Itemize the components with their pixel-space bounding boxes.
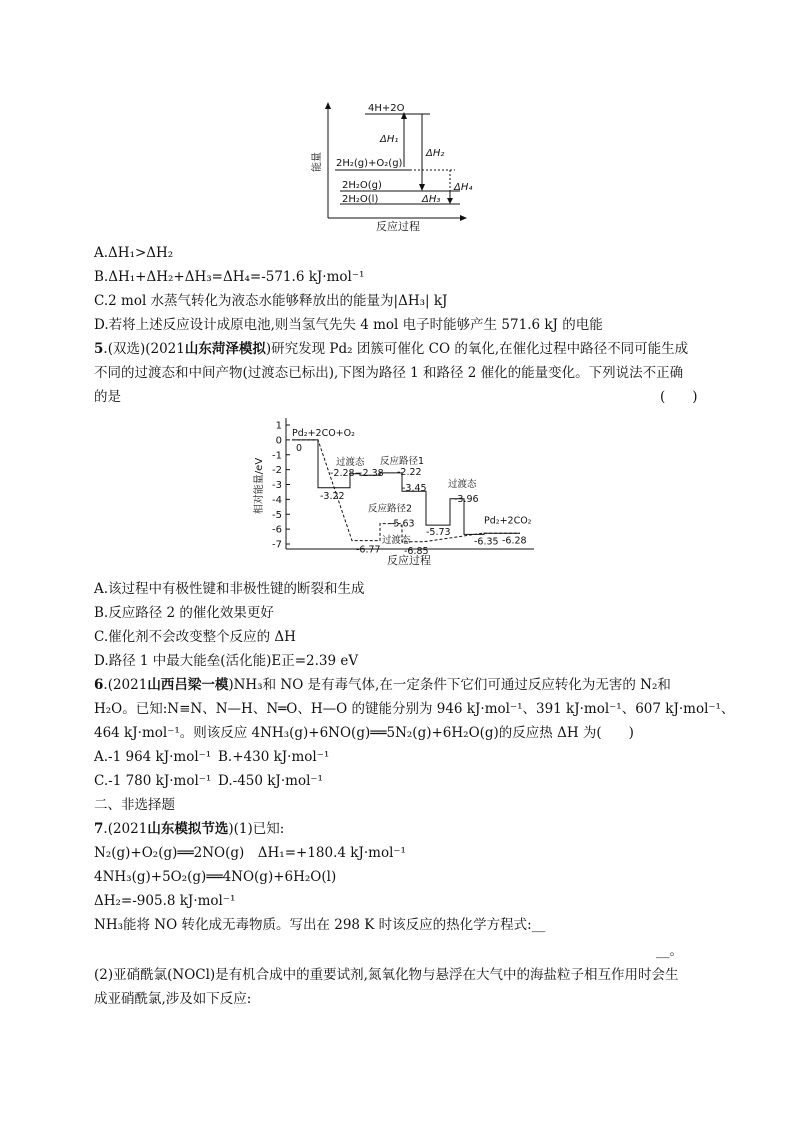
- q4-option-b: B.ΔH₁+ΔH₂+ΔH₃=ΔH₄=-571.6 kJ·mol⁻¹: [94, 269, 365, 285]
- label-start: Pd₂+2CO+O₂: [292, 427, 355, 439]
- q6-line2: H₂O。已知:N≡N、N—H、N═O、H—O 的键能分别为 946 kJ·mol⁻¹、391 kJ·mol⁻¹、607 kJ·mol⁻¹、: [94, 701, 735, 717]
- y-tick-label: -3: [272, 480, 282, 491]
- y-tick-label: -6: [272, 524, 282, 536]
- value-label-685: -6.85: [404, 545, 429, 557]
- q5-source: 山东菏泽模拟: [184, 341, 266, 357]
- label-path-1: 反应路径1: [380, 455, 425, 467]
- q6-number: 6: [94, 677, 104, 693]
- chart-x-label: 反应过程: [387, 554, 431, 567]
- q7-part2-line2: 成亚硝酰氯,涉及如下反应:: [94, 991, 252, 1007]
- y-tick-label: -7: [272, 539, 282, 551]
- level-h2o-gas-label: 2H₂O(g): [342, 180, 382, 191]
- chart-y-label: 相对能量/eV: [254, 457, 265, 515]
- q5-line2: 不同的过渡态和中间产物(过渡态已标出),下图为路径 1 和路径 2 催化的能量变化。下列说法不正确: [94, 365, 684, 381]
- dh3-label: ΔH₃: [422, 194, 441, 205]
- y-tick-label: -1: [272, 450, 282, 462]
- q5-line1: 5.(双选)(2021山东菏泽模拟)研究发现 Pd₂ 团簇可催化 CO 的氧化,在催化过程中路径不同可能生成: [94, 341, 689, 357]
- x-axis-arrow: [460, 215, 467, 221]
- y-tick-label: 1: [275, 420, 282, 432]
- y-tick-label: 0: [275, 435, 282, 447]
- label-transition-state-2: 过渡态: [382, 534, 411, 546]
- value-label-628: -6.28: [502, 535, 527, 547]
- q5-answer-bracket: ( ): [660, 389, 698, 405]
- q7-equation-2-dh: ΔH₂=-905.8 kJ·mol⁻¹: [94, 893, 236, 909]
- q7-answer-blank-end: __。: [656, 943, 683, 959]
- dh1-label: ΔH₁: [380, 134, 399, 145]
- dh4-label: ΔH₄: [454, 182, 473, 193]
- dh2-label: ΔH₂: [426, 148, 445, 159]
- level-h2o-liq-label: 2H₂O(l): [342, 194, 379, 205]
- q6-line1: 6.(2021山西吕梁一模)NH₃和 NO 是有毒气体,在一定条件下它们可通过反应转化为无害的 N₂和: [94, 677, 671, 693]
- q7-number: 7: [94, 821, 104, 837]
- value-label-573: -5.73: [426, 527, 451, 539]
- q5-option-a: A.该过程中有极性键和非极性键的断裂和生成: [94, 581, 365, 597]
- y-tick-label: -2: [272, 465, 282, 477]
- value-label-635: -6.35: [474, 536, 499, 548]
- q5-line3: 的是: [94, 389, 121, 405]
- q5-number: 5: [94, 341, 104, 357]
- value-label-222: -2.22: [397, 466, 422, 478]
- q4-option-c: C.2 mol 水蒸气转化为液态水能够释放出的能量为|ΔH₃| kJ: [94, 293, 448, 309]
- q5-option-c: C.催化剂不会改变整个反应的 ΔH: [94, 629, 296, 645]
- value-label-563: -5.63: [390, 518, 415, 530]
- x-axis-label: 反应过程: [376, 220, 420, 233]
- value-label-322: -3.22: [320, 490, 345, 502]
- reaction-energy-chart: [252, 416, 542, 568]
- y-axis-arrow: [325, 102, 331, 109]
- value-label-228-238: -2.28−2.38: [330, 467, 384, 479]
- q4-option-a: A.ΔH₁>ΔH₂: [94, 245, 174, 261]
- section-heading: 二、非选择题: [94, 797, 175, 813]
- energy-level-diagram: [310, 100, 480, 235]
- level-h2o2-label: 2H₂(g)+O₂(g): [336, 158, 403, 169]
- q7-equation-1: N₂(g)+O₂(g)══2NO(g) ΔH₁=+180.4 kJ·mol⁻¹: [94, 845, 406, 861]
- q7-part2-line1: (2)亚硝酰氯(NOCl)是有机合成中的重要试剂,氮氧化物与悬浮在大气中的海盐粒子相互作用时会生: [94, 967, 679, 983]
- q6-line3: 464 kJ·mol⁻¹。则该反应 4NH₃(g)+6NO(g)══5N₂(g)+6H₂O(g)的反应热 ΔH 为( ): [94, 725, 634, 741]
- label-transition-state-3: 过渡态: [448, 478, 477, 490]
- q5-option-d: D.路径 1 中最大能垒(活化能)E正=2.39 eV: [94, 653, 359, 669]
- label-transition-state-1: 过渡态: [336, 456, 365, 468]
- q6-option-a: A.-1 964 kJ·mol⁻¹: [94, 749, 212, 765]
- value-label-0: 0: [296, 442, 303, 454]
- y-axis-label: 能量: [312, 152, 323, 172]
- value-label-396: -3.96: [454, 493, 479, 505]
- q5-option-b: B.反应路径 2 的催化效果更好: [94, 605, 274, 621]
- q7-task: NH₃能将 NO 转化成无毒物质。写出在 298 K 时该反应的热化学方程式:__: [94, 917, 546, 933]
- value-label-345: -3.45: [402, 483, 427, 495]
- q7-line1: 7.(2021山东模拟节选)(1)已知:: [94, 821, 285, 837]
- q7-equation-2: 4NH₃(g)+5O₂(g)══4NO(g)+6H₂O(l): [94, 869, 337, 885]
- y-tick-label: -5: [272, 509, 282, 521]
- label-path-2: 反应路径2: [368, 503, 413, 515]
- level-4h2o-label: 4H+2O: [368, 103, 405, 114]
- value-label-677: -6.77: [356, 544, 381, 556]
- q4-option-d: D.若将上述反应设计成原电池,则当氢气先失 4 mol 电子时能够产生 571.6 kJ 的电能: [94, 317, 603, 333]
- q6-source: 山西吕梁一模: [147, 677, 229, 693]
- y-tick-label: -4: [272, 494, 282, 506]
- q7-source: 山东模拟节选: [147, 821, 229, 837]
- label-end: Pd₂+2CO₂: [484, 515, 532, 527]
- q6-option-b: B.+430 kJ·mol⁻¹: [218, 749, 330, 765]
- q6-option-c: C.-1 780 kJ·mol⁻¹: [94, 773, 212, 789]
- q6-option-d: D.-450 kJ·mol⁻¹: [218, 773, 323, 789]
